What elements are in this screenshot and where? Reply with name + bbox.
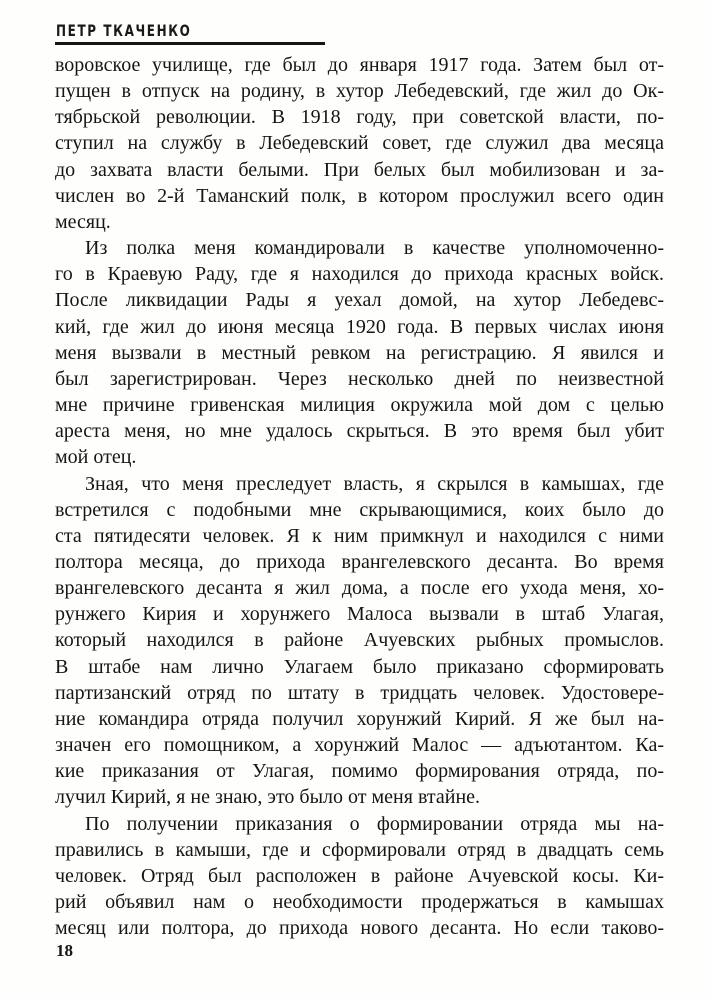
text-line-p3-l2: встретился с подобными мне скрывающимися, коих было до	[55, 498, 664, 521]
text-line-p1-l1: воровское училище, где был до января 1917 года. Затем был от-	[55, 54, 664, 76]
header-rule	[55, 42, 325, 45]
text-line-p2-l2: го в Краевую Раду, где я находился до прихода красных войск.	[55, 263, 664, 286]
running-header-author: ПЕТР ТКАЧЕНКО	[56, 21, 192, 41]
text-line-p4-l5: месяц или полтора, до прихода нового десанта. Но если таково-	[55, 917, 664, 940]
text-line-p2-l6: был зарегистрирован. Через несколько дней по неизвестной	[55, 367, 664, 390]
text-line-p1-l3: тябрьской революции. В 1918 году, при советской власти, по-	[55, 106, 664, 129]
text-line-p3-l11: значен его помощником, а хорунжий Малос — адъютантом. Ка-	[55, 734, 664, 757]
text-line-p3-l4: полтора месяца, до прихода врангелевского десанта. Во время	[55, 550, 664, 573]
text-line-p2-l7: мне причине гривенская милиция окружила мой дом с целью	[55, 394, 664, 417]
text-line-p1-l4: ступил на службу в Лебедевский совет, где служил два месяца	[55, 132, 664, 155]
page-number: 18	[56, 941, 73, 960]
text-line-p1-l7: месяц.	[55, 210, 111, 233]
text-line-p4-l3: человек. Отряд был расположен в районе Ачуевской косы. Ки-	[55, 864, 664, 887]
text-line-p2-l1: Из полка меня командировали в качестве уполномоченно-	[85, 237, 664, 260]
text-line-p3-l6: рунжего Кирия и хорунжего Малоса вызвали в штаб Улагая,	[55, 603, 664, 626]
text-line-p2-l8: ареста меня, но мне удалось скрыться. В это время был убит	[55, 420, 664, 443]
text-line-p3-l13: лучил Кирий, я не знаю, это было от меня втайне.	[55, 786, 481, 809]
text-line-p2-l9: мой отец.	[55, 446, 137, 469]
text-line-p1-l5: до захвата власти белыми. При белых был мобилизован и за-	[55, 158, 664, 181]
text-line-p3-l12: кие приказания от Улагая, помимо формирования отряда, по-	[55, 760, 664, 783]
text-line-p1-l2: пущен в отпуск на родину, в хутор Лебедевский, где жил до Ок-	[55, 80, 664, 103]
text-line-p2-l4: кий, где жил до июня месяца 1920 года. В первых числах июня	[55, 315, 664, 338]
text-line-p3-l3: ста пятидесяти человек. Я к ним примкнул и находился с ними	[55, 524, 664, 547]
text-line-p3-l7: который находился в районе Ачуевских рыбных промыслов.	[55, 629, 664, 652]
text-line-p2-l5: меня вызвали в местный ревком на регистрацию. Я явился и	[55, 341, 664, 364]
text-line-p3-l9: партизанский отряд по штату в тридцать человек. Удостовере-	[55, 681, 664, 704]
text-line-p3-l5: врангелевского десанта я жил дома, а после его ухода меня, хо-	[55, 577, 664, 600]
text-line-p2-l3: После ликвидации Рады я уехал домой, на хутор Лебедевс-	[55, 289, 664, 312]
text-line-p4-l2: правились в камыши, где и сформировали отряд в двадцать семь	[55, 838, 664, 861]
text-line-p3-l10: ние командира отряда получил хорунжий Кирий. Я же был на-	[55, 707, 664, 730]
text-line-p4-l1: По получении приказания о формировании отряда мы на-	[85, 812, 664, 835]
text-line-p4-l4: рий объявил нам о необходимости продержаться в камышах	[55, 891, 664, 913]
text-line-p1-l6: числен во 2-й Таманский полк, в котором прослужил всего один	[55, 184, 664, 207]
text-line-p3-l8: В штабе нам лично Улагаем было приказано сформировать	[55, 655, 664, 678]
page-body	[55, 52, 664, 941]
text-line-p3-l1: Зная, что меня преследует власть, я скрылся в камышах, где	[85, 472, 664, 495]
